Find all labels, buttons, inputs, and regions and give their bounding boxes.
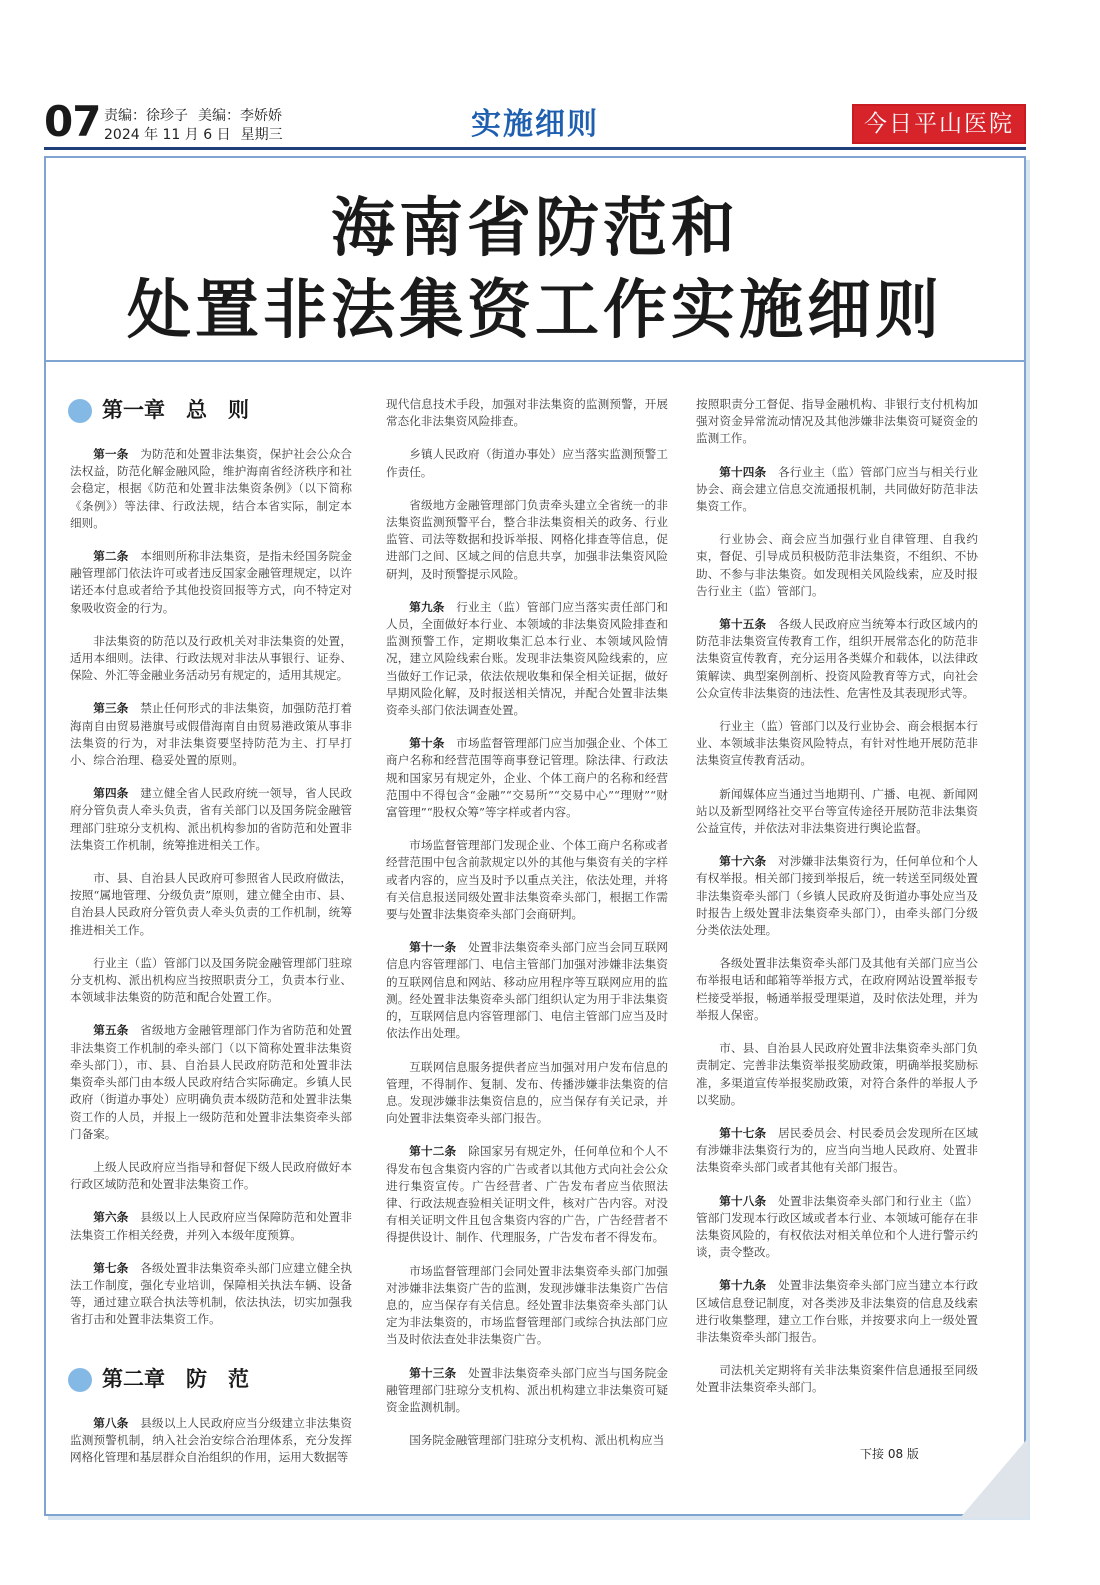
article-paragraph: 第十八条 处置非法集资牵头部门和行业主（监）管部门发现本行政区域或者本行业、本领域可能存在非法集资风险的，有权依法对相关单位和个人进行警示约谈，责令整改。 — [696, 1193, 978, 1260]
article-paragraph: 第九条 行业主（监）管部门应当落实责任部门和人员，全面做好本行业、本领域的非法集资风险排查和监测预警工作，定期收集汇总本行业、本领域风险情况，建立风险线索台账。发现非法集资风险线索的，应当做好工作记录，依法依规收集和保全相关证据，做好早期风险化解，及时报送相关情况，并配合处置非法集资牵头部门依法调查处置。 — [386, 599, 668, 718]
issue-weekday: 星期三 — [240, 127, 283, 143]
chapter-bullet-icon — [68, 399, 92, 423]
article-paragraph: 司法机关定期将有关非法集资案件信息通报至同级处置非法集资牵头部门。 — [696, 1363, 978, 1395]
article-paragraph: 行业协会、商会应当加强行业自律管理、自我约束，督促、引导成员积极防范非法集资，不组织、不协助、不参与非法集资。如发现相关风险线索，应及时报告行业主（监）管部门。 — [696, 532, 978, 598]
article-title-line2: 处置非法集资工作实施细则 — [127, 274, 943, 348]
article-paragraph: 第八条 县级以上人民政府应当分级建立非法集资监测预警机制，纳入社会治安综合治理体系，充分发挥网格化管理和基层群众自治组织的作用，运用大数据等 — [70, 1415, 352, 1464]
article-paragraph: 第四条 建立健全省人民政府统一领导，省人民政府分管负责人牵头负责，省有关部门以及国务院金融管理部门驻琼分支机构、派出机构参加的省防范和处置非法集资工作机制，统筹推进相关工作。 — [70, 786, 352, 852]
article-paragraph: 行业主（监）管部门以及国务院金融管理部门驻琼分支机构、派出机构应当按照职责分工，负责本行业、本领域非法集资的防范和配合处置工作。 — [70, 955, 352, 1005]
article-paragraph: 第三条 禁止任何形式的非法集资，加强防范打着海南自由贸易港旗号或假借海南自由贸易港政策从事非法集资的行为，对非法集资要坚持防范为主、打早打小、综合治理、稳妥处置的原则。 — [70, 701, 352, 768]
article-paragraph: 省级地方金融管理部门负责牵头建立全省统一的非法集资监测预警平台，整合非法集资相关的政务、行业监管、司法等数据和投诉举报、网格化排查等信息，促进部门之间、区域之间的信息共享，加强非法集资风险研判，及时预警提示风险。 — [386, 497, 668, 581]
editor-line — [104, 107, 283, 126]
article-paragraph: 第十九条 处置非法集资牵头部门应当建立本行政区域信息登记制度，对各类涉及非法集资的信息及线索进行收集整理，建立工作台账，并按要求向上一级处置非法集资牵头部门报告。 — [696, 1278, 978, 1344]
chapter-heading — [68, 1365, 352, 1395]
article-paragraph: 上级人民政府应当指导和督促下级人民政府做好本行政区域防范和处置非法集资工作。 — [70, 1159, 352, 1192]
continued-note: 下接 08 版 — [860, 1447, 919, 1461]
article-paragraph: 第十五条 各级人民政府应当统筹本行政区域内的防范非法集资宣传教育工作，组织开展常态化的防范非法集资宣传教育，充分运用各类媒介和载体，以法律政策解读、典型案例剖析、投资风险教育等方式，向社会公众宣传非法集资的违法性、危害性及其表现形式等。 — [696, 617, 978, 700]
editor-info — [104, 107, 283, 145]
text-column-2 — [386, 396, 668, 1465]
designer-name: 美编：李娇娇 — [198, 108, 282, 124]
text-column-3 — [696, 396, 978, 1413]
article-paragraph: 第六条 县级以上人民政府应当保障防范和处置非法集资工作相关经费，并列入本级年度预算。 — [70, 1210, 352, 1242]
article-paragraph: 第十一条 处置非法集资牵头部门应当会同互联网信息内容管理部门、电信主管部门加强对涉嫌非法集资的互联网信息和网站、移动应用程序等互联网应用的监测。经处置非法集资牵头部门组织认定为用于非法集资的，互联网信息内容管理部门、电信主管部门应当及时依法作出处理。 — [386, 940, 668, 1041]
editor-name: 责编：徐珍子 — [104, 108, 188, 124]
article-paragraph: 市场监督管理部门会同处置非法集资牵头部门加强对涉嫌非法集资广告的监测，发现涉嫌非法集资广告信息的，应当保存有关信息。经处置非法集资牵头部门认定为非法集资的，市场监督管理部门或综合执法部门应当及时依法查处非法集资广告。 — [386, 1263, 668, 1347]
article-paragraph: 第七条 各级处置非法集资牵头部门应建立健全执法工作制度，强化专业培训，保障相关执法车辆、设备等，通过建立联合执法等机制，依法执法，切实加强我省打击和处置非法集资工作。 — [70, 1260, 352, 1327]
article-paragraph: 第十三条 处置非法集资牵头部门应当与国务院金融管理部门驻琼分支机构、派出机构建立非法集资可疑资金监测机制。 — [386, 1365, 668, 1414]
article-paragraph: 第十条 市场监督管理部门应当加强企业、个体工商户名称和经营范围等商事登记管理。除法律、行政法规和国家另有规定外，企业、个体工商户的名称和经营范围中不得包含“金融”“交易所”“交易中心”“理财”“财富管理”“股权众筹”等字样或者内容。 — [386, 736, 668, 820]
section-title: 实施细则 — [471, 107, 599, 142]
text-column-1 — [70, 396, 352, 1482]
article-paragraph: 市、县、自治县人民政府处置非法集资牵头部门负责制定、完善非法集资举报奖励政策，明确举报奖励标准，多渠道宣传举报奖励政策，对符合条件的举报人予以奖励。 — [696, 1041, 978, 1107]
article-paragraph: 各级处置非法集资牵头部门及其他有关部门应当公布举报电话和邮箱等举报方式，在政府网站设置举报专栏接受举报，畅通举报受理渠道，及时依法处理，并为举报人保密。 — [696, 956, 978, 1022]
article-title — [46, 188, 1024, 352]
article-paragraph: 市、县、自治县人民政府可参照省人民政府做法，按照“属地管理、分级负责”原则，建立健全由市、县、自治县人民政府分管负责人牵头负责的工作机制，统筹推进相关工作。 — [70, 871, 352, 937]
title-divider — [46, 360, 1024, 362]
article-paragraph: 第十六条 对涉嫌非法集资行为，任何单位和个人有权举报。相关部门接到举报后，统一转送至同级处置非法集资牵头部门（乡镇人民政府及街道办事处应当及时报告上级处置非法集资牵头部门），由牵头部门分级分类依法处理。 — [696, 854, 978, 938]
article-paragraph: 行业主（监）管部门以及行业协会、商会根据本行业、本领域非法集资风险特点，有针对性地开展防范非法集资宣传教育活动。 — [696, 719, 978, 768]
article-paragraph: 非法集资的防范以及行政机关对非法集资的处置，适用本细则。法律、行政法规对非法从事银行、证券、保险、外汇等金融业务活动另有规定的，适用其规定。 — [70, 633, 352, 683]
chapter-bullet-icon — [68, 1368, 92, 1392]
article-paragraph: 新闻媒体应当通过当地期刊、广播、电视、新闻网站以及新型网络社交平台等宣传途径开展防范非法集资公益宣传，并依法对非法集资进行舆论监督。 — [696, 786, 978, 836]
chapter-heading — [68, 396, 352, 426]
article-paragraph: 互联网信息服务提供者应当加强对用户发布信息的管理，不得制作、复制、发布、传播涉嫌非法集资的信息。发现涉嫌非法集资信息的，应当保存有关记录，并向处置非法集资牵头部门报告。 — [386, 1059, 668, 1126]
brand-logo — [852, 104, 1026, 144]
issue-date: 2024 年 11 月 6 日 — [104, 127, 231, 143]
article-paragraph: 第五条 省级地方金融管理部门作为省防范和处置非法集资工作机制的牵头部门（以下简称处置非法集资牵头部门），市、县、自治县人民政府防范和处置非法集资牵头部门由本级人民政府结合实际确定。乡镇人民政府（街道办事处）应明确负责本级防范和处置非法集资工作的人员，并报上一级防范和处置非法集资牵头部门备案。 — [70, 1023, 352, 1141]
article-paragraph: 第一条 为防范和处置非法集资，保护社会公众合法权益，防范化解金融风险，维护海南省经济秩序和社会稳定，根据《防范和处置非法集资条例》（以下简称《条例》）等法律、行政法规，结合本省实际，制定本细则。 — [70, 447, 352, 530]
article-paragraph: 第十七条 居民委员会、村民委员会发现所在区域有涉嫌非法集资行为的，应当向当地人民政府、处置非法集资牵头部门或者其他有关部门报告。 — [696, 1125, 978, 1175]
header-divider — [44, 147, 1026, 150]
article-paragraph: 第二条 本细则所称非法集资，是指未经国务院金融管理部门依法许可或者违反国家金融管理规定，以许诺还本付息或者给予其他投资回报等方式，向不特定对象吸收资金的行为。 — [70, 549, 352, 615]
article-title-line1: 海南省防范和 — [331, 192, 739, 266]
article-paragraph: 市场监督管理部门发现企业、个体工商户名称或者经营范围中包含前款规定以外的其他与集资有关的字样或者内容的，应当及时予以重点关注，依法处理，并将有关信息报送同级处置非法集资牵头部门，根据工作需要与处置非法集资牵头部门会商研判。 — [386, 838, 668, 922]
brand-name: 今日平山医院 — [864, 111, 1014, 137]
article-paragraph: 乡镇人民政府（街道办事处）应当落实监测预警工作责任。 — [386, 447, 668, 479]
page-curl — [960, 1438, 1028, 1518]
article-paragraph: 第十四条 各行业主（监）管部门应当与相关行业协会、商会建立信息交流通报机制，共同做好防范非法集资工作。 — [696, 464, 978, 514]
article-paragraph: 第十二条 除国家另有规定外，任何单位和个人不得发布包含集资内容的广告或者以其他方式向社会公众进行集资宣传。广告经营者、广告发布者应当依照法律、行政法规查验相关证明文件，核对广告内容。对没有相关证明文件且包含集资内容的广告，广告经营者不得提供设计、制作、代理服务，广告发布者不得发布。 — [386, 1144, 668, 1245]
date-line — [104, 126, 283, 145]
article-paragraph: 按照职责分工督促、指导金融机构、非银行支付机构加强对资金异常流动情况及其他涉嫌非法集资可疑资金的监测工作。 — [696, 397, 978, 446]
chapter-title: 第一章 总 则 — [102, 398, 249, 423]
page-number: 07 — [44, 97, 101, 146]
article-paragraph: 现代信息技术手段，加强对非法集资的监测预警，开展常态化非法集资风险排查。 — [386, 397, 668, 429]
article-paragraph: 国务院金融管理部门驻琼分支机构、派出机构应当 — [409, 1433, 665, 1448]
chapter-title: 第二章 防 范 — [102, 1366, 249, 1391]
